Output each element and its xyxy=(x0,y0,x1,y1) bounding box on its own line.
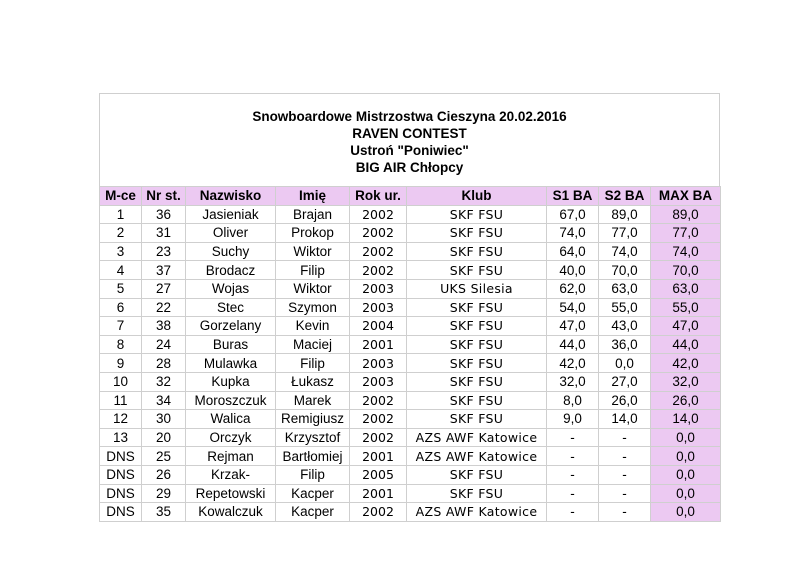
cell-s2-score: - xyxy=(599,503,651,522)
cell-start-number: 34 xyxy=(142,391,186,410)
cell-place: 9 xyxy=(100,354,142,373)
cell-place: 6 xyxy=(100,298,142,317)
cell-max-score: 74,0 xyxy=(651,242,721,261)
cell-start-number: 26 xyxy=(142,465,186,484)
cell-start-number: 29 xyxy=(142,484,186,503)
cell-birth-year: 2003 xyxy=(350,372,407,391)
cell-club: SKF FSU xyxy=(407,465,547,484)
table-row xyxy=(100,465,721,484)
cell-max-score: 55,0 xyxy=(651,298,721,317)
cell-max-score: 14,0 xyxy=(651,410,721,429)
col-header-mce: M-ce xyxy=(100,187,142,206)
cell-club: SKF FSU xyxy=(407,242,547,261)
cell-place: 1 xyxy=(100,205,142,224)
table-row xyxy=(100,484,721,503)
col-header-nr: Nr st. xyxy=(142,187,186,206)
cell-birth-year: 2002 xyxy=(350,205,407,224)
table-row xyxy=(100,447,721,466)
cell-s2-score: - xyxy=(599,428,651,447)
results-table xyxy=(99,186,721,522)
cell-birth-year: 2005 xyxy=(350,465,407,484)
cell-birth-year: 2001 xyxy=(350,484,407,503)
cell-surname: Moroszczuk xyxy=(186,391,276,410)
cell-birth-year: 2002 xyxy=(350,428,407,447)
cell-place: 11 xyxy=(100,391,142,410)
cell-surname: Krzak- xyxy=(186,465,276,484)
cell-s2-score: 27,0 xyxy=(599,372,651,391)
results-sheet xyxy=(99,93,720,522)
cell-birth-year: 2004 xyxy=(350,317,407,336)
cell-birth-year: 2002 xyxy=(350,242,407,261)
cell-first-name: Filip xyxy=(276,465,350,484)
cell-max-score: 70,0 xyxy=(651,261,721,280)
cell-place: 4 xyxy=(100,261,142,280)
cell-s2-score: 14,0 xyxy=(599,410,651,429)
col-header-nazwisko: Nazwisko xyxy=(186,187,276,206)
cell-s1-score: 40,0 xyxy=(547,261,599,280)
cell-birth-year: 2002 xyxy=(350,410,407,429)
results-body xyxy=(100,205,721,521)
cell-club: SKF FSU xyxy=(407,298,547,317)
cell-s2-score: 26,0 xyxy=(599,391,651,410)
cell-place: DNS xyxy=(100,465,142,484)
cell-start-number: 27 xyxy=(142,279,186,298)
cell-s1-score: - xyxy=(547,484,599,503)
cell-start-number: 23 xyxy=(142,242,186,261)
cell-birth-year: 2002 xyxy=(350,261,407,280)
cell-max-score: 26,0 xyxy=(651,391,721,410)
cell-club: SKF FSU xyxy=(407,372,547,391)
cell-start-number: 30 xyxy=(142,410,186,429)
cell-place: DNS xyxy=(100,447,142,466)
cell-s1-score: 42,0 xyxy=(547,354,599,373)
cell-surname: Repetowski xyxy=(186,484,276,503)
table-row xyxy=(100,503,721,522)
col-header-s1: S1 BA xyxy=(547,187,599,206)
table-row xyxy=(100,410,721,429)
cell-s2-score: 0,0 xyxy=(599,354,651,373)
cell-start-number: 37 xyxy=(142,261,186,280)
cell-max-score: 63,0 xyxy=(651,279,721,298)
cell-start-number: 36 xyxy=(142,205,186,224)
cell-s2-score: 70,0 xyxy=(599,261,651,280)
cell-first-name: Bartłomiej xyxy=(276,447,350,466)
cell-surname: Walica xyxy=(186,410,276,429)
cell-first-name: Krzysztof xyxy=(276,428,350,447)
venue: Ustroń "Poniwiec" xyxy=(350,143,469,158)
table-row xyxy=(100,372,721,391)
cell-place: DNS xyxy=(100,503,142,522)
cell-first-name: Maciej xyxy=(276,335,350,354)
cell-birth-year: 2001 xyxy=(350,335,407,354)
cell-s2-score: - xyxy=(599,447,651,466)
cell-surname: Stec xyxy=(186,298,276,317)
cell-s2-score: - xyxy=(599,465,651,484)
col-header-max: MAX BA xyxy=(651,187,721,206)
cell-surname: Gorzelany xyxy=(186,317,276,336)
cell-surname: Wojas xyxy=(186,279,276,298)
table-row xyxy=(100,428,721,447)
cell-club: SKF FSU xyxy=(407,391,547,410)
cell-s2-score: 77,0 xyxy=(599,224,651,243)
cell-club: SKF FSU xyxy=(407,410,547,429)
cell-max-score: 42,0 xyxy=(651,354,721,373)
cell-club: AZS AWF Katowice xyxy=(407,447,547,466)
cell-club: SKF FSU xyxy=(407,335,547,354)
cell-first-name: Wiktor xyxy=(276,279,350,298)
title-block xyxy=(99,93,720,186)
cell-birth-year: 2003 xyxy=(350,298,407,317)
cell-club: SKF FSU xyxy=(407,205,547,224)
cell-start-number: 25 xyxy=(142,447,186,466)
cell-club: AZS AWF Katowice xyxy=(407,428,547,447)
cell-surname: Kowalczuk xyxy=(186,503,276,522)
cell-first-name: Kevin xyxy=(276,317,350,336)
cell-first-name: Kacper xyxy=(276,503,350,522)
cell-birth-year: 2002 xyxy=(350,391,407,410)
cell-max-score: 0,0 xyxy=(651,447,721,466)
cell-surname: Buras xyxy=(186,335,276,354)
table-row xyxy=(100,224,721,243)
col-header-rok: Rok ur. xyxy=(350,187,407,206)
cell-s1-score: 64,0 xyxy=(547,242,599,261)
cell-start-number: 24 xyxy=(142,335,186,354)
cell-s1-score: 54,0 xyxy=(547,298,599,317)
cell-place: DNS xyxy=(100,484,142,503)
cell-max-score: 77,0 xyxy=(651,224,721,243)
cell-s1-score: 62,0 xyxy=(547,279,599,298)
cell-birth-year: 2002 xyxy=(350,503,407,522)
cell-place: 12 xyxy=(100,410,142,429)
contest-name: RAVEN CONTEST xyxy=(352,126,467,141)
cell-s2-score: 55,0 xyxy=(599,298,651,317)
cell-s1-score: - xyxy=(547,447,599,466)
col-header-imie: Imię xyxy=(276,187,350,206)
cell-club: UKS Silesia xyxy=(407,279,547,298)
cell-first-name: Łukasz xyxy=(276,372,350,391)
cell-birth-year: 2003 xyxy=(350,279,407,298)
table-row xyxy=(100,261,721,280)
cell-place: 3 xyxy=(100,242,142,261)
col-header-klub: Klub xyxy=(407,187,547,206)
cell-birth-year: 2002 xyxy=(350,224,407,243)
cell-max-score: 32,0 xyxy=(651,372,721,391)
cell-surname: Rejman xyxy=(186,447,276,466)
cell-start-number: 38 xyxy=(142,317,186,336)
cell-s2-score: - xyxy=(599,484,651,503)
event-title: Snowboardowe Mistrzostwa Cieszyna 20.02.2016 xyxy=(252,109,567,124)
cell-start-number: 28 xyxy=(142,354,186,373)
cell-place: 8 xyxy=(100,335,142,354)
cell-s1-score: 47,0 xyxy=(547,317,599,336)
table-row xyxy=(100,354,721,373)
cell-s1-score: 74,0 xyxy=(547,224,599,243)
cell-first-name: Szymon xyxy=(276,298,350,317)
cell-club: SKF FSU xyxy=(407,261,547,280)
cell-club: AZS AWF Katowice xyxy=(407,503,547,522)
cell-start-number: 22 xyxy=(142,298,186,317)
cell-place: 13 xyxy=(100,428,142,447)
cell-club: SKF FSU xyxy=(407,484,547,503)
cell-first-name: Remigiusz xyxy=(276,410,350,429)
cell-s1-score: 44,0 xyxy=(547,335,599,354)
cell-surname: Kupka xyxy=(186,372,276,391)
cell-place: 2 xyxy=(100,224,142,243)
cell-s2-score: 63,0 xyxy=(599,279,651,298)
cell-max-score: 0,0 xyxy=(651,503,721,522)
cell-first-name: Filip xyxy=(276,261,350,280)
cell-surname: Orczyk xyxy=(186,428,276,447)
table-row xyxy=(100,317,721,336)
cell-club: SKF FSU xyxy=(407,224,547,243)
cell-s1-score: 9,0 xyxy=(547,410,599,429)
cell-s1-score: 67,0 xyxy=(547,205,599,224)
cell-place: 10 xyxy=(100,372,142,391)
col-header-s2: S2 BA xyxy=(599,187,651,206)
cell-start-number: 35 xyxy=(142,503,186,522)
header-row xyxy=(100,187,721,206)
cell-start-number: 32 xyxy=(142,372,186,391)
cell-max-score: 0,0 xyxy=(651,428,721,447)
table-row xyxy=(100,335,721,354)
cell-club: SKF FSU xyxy=(407,354,547,373)
cell-start-number: 31 xyxy=(142,224,186,243)
category: BIG AIR Chłopcy xyxy=(355,160,464,175)
table-row xyxy=(100,391,721,410)
cell-first-name: Marek xyxy=(276,391,350,410)
cell-first-name: Brajan xyxy=(276,205,350,224)
cell-max-score: 44,0 xyxy=(651,335,721,354)
cell-birth-year: 2001 xyxy=(350,447,407,466)
cell-birth-year: 2003 xyxy=(350,354,407,373)
table-row xyxy=(100,279,721,298)
cell-s2-score: 89,0 xyxy=(599,205,651,224)
cell-s1-score: 8,0 xyxy=(547,391,599,410)
cell-s1-score: 32,0 xyxy=(547,372,599,391)
cell-first-name: Filip xyxy=(276,354,350,373)
cell-max-score: 47,0 xyxy=(651,317,721,336)
cell-surname: Brodacz xyxy=(186,261,276,280)
cell-max-score: 0,0 xyxy=(651,465,721,484)
cell-club: SKF FSU xyxy=(407,317,547,336)
cell-s2-score: 43,0 xyxy=(599,317,651,336)
table-row xyxy=(100,298,721,317)
cell-start-number: 20 xyxy=(142,428,186,447)
cell-surname: Oliver xyxy=(186,224,276,243)
table-row xyxy=(100,242,721,261)
cell-first-name: Kacper xyxy=(276,484,350,503)
cell-max-score: 89,0 xyxy=(651,205,721,224)
cell-s1-score: - xyxy=(547,503,599,522)
cell-surname: Suchy xyxy=(186,242,276,261)
cell-surname: Jasieniak xyxy=(186,205,276,224)
cell-first-name: Prokop xyxy=(276,224,350,243)
cell-surname: Mulawka xyxy=(186,354,276,373)
cell-place: 7 xyxy=(100,317,142,336)
cell-place: 5 xyxy=(100,279,142,298)
cell-first-name: Wiktor xyxy=(276,242,350,261)
cell-s1-score: - xyxy=(547,428,599,447)
cell-s2-score: 36,0 xyxy=(599,335,651,354)
cell-s2-score: 74,0 xyxy=(599,242,651,261)
table-row xyxy=(100,205,721,224)
cell-max-score: 0,0 xyxy=(651,484,721,503)
cell-s1-score: - xyxy=(547,465,599,484)
